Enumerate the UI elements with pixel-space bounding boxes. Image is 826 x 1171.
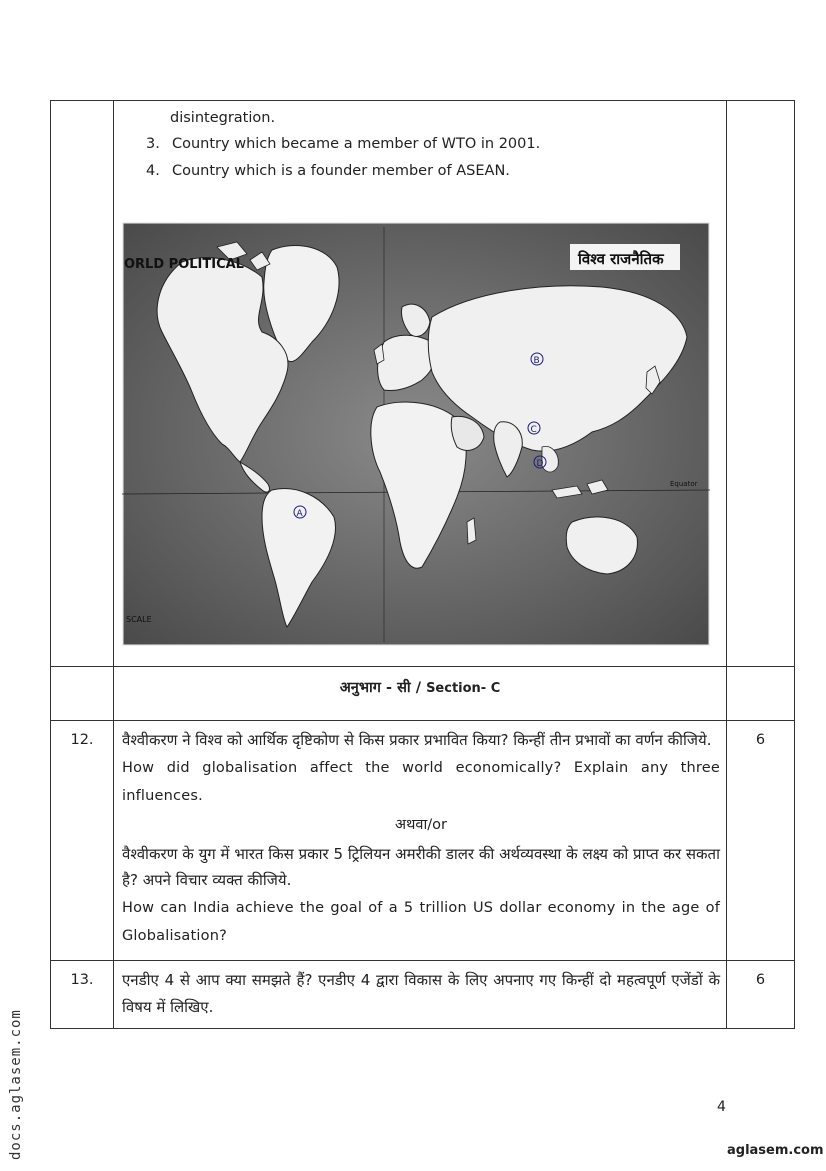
footer-brand: aglasem.com — [727, 1143, 824, 1158]
q12-number: 12. — [51, 720, 114, 960]
q12-hindi-question-1: वैश्वीकरण ने विश्व को आर्थिक दृष्टिकोण से किस प्रकार प्रभावित किया? किन्हीं तीन प्रभावों का वर्णन कीजिये. — [122, 730, 712, 749]
q11-item-3-text: Country which became a member of WTO in 2001. — [172, 136, 541, 153]
section-heading — [114, 667, 727, 720]
q11-marks-cell — [727, 101, 795, 667]
map-equator-label: Equator — [670, 480, 698, 489]
q12-marks: 6 — [727, 720, 795, 960]
q13-hindi-question: एनडीए 4 से आप क्या समझते हैं? एनडीए 4 द्वारा विकास के लिए अपनाए गए किन्हीं दो महत्वपूर्ण एजेंडों के विषय में लिखिए. — [122, 971, 720, 1016]
q12-english-question-2: How can India achieve the goal of a 5 trillion US dollar economy in the age of Globalisation? — [122, 900, 720, 944]
map-title-english: ORLD POLITICAL — [124, 257, 244, 273]
q11-number-cell — [51, 101, 114, 667]
page-number: 4 — [717, 1099, 726, 1115]
map-label-a: A — [296, 509, 303, 520]
q11-content-cell — [114, 101, 727, 667]
section-blank-left — [51, 667, 114, 720]
map-label-c: C — [530, 425, 537, 436]
side-watermark: docs.aglasem.com — [8, 1009, 24, 1160]
q13-number: 13. — [51, 961, 114, 1029]
section-blank-right — [727, 667, 795, 720]
q13-row — [51, 961, 795, 1029]
map-title-hindi: विश्व राजनैतिक — [578, 250, 664, 269]
q12-row — [51, 720, 795, 960]
q11-item-4-text: Country which is a founder member of ASEAN. — [172, 162, 510, 179]
section-heading-english: Section- C — [426, 681, 501, 697]
q12-content — [114, 720, 727, 960]
q12-hindi-question-2: वैश्वीकरण के युग में भारत किस प्रकार 5 ट्रिलियन अमरीकी डालर की अर्थव्यवस्था के लक्ष्य को प्राप्त कर सकता है? अपने विचार व्यक्त कीजिये. — [122, 844, 720, 889]
q11-item-4 — [122, 160, 720, 182]
section-row — [51, 667, 795, 720]
section-heading-separator: / — [415, 680, 421, 697]
q11-continued-text: disintegration. — [170, 110, 276, 126]
world-political-map — [122, 222, 710, 646]
q13-marks: 6 — [727, 961, 795, 1029]
q12-english-question-1: How did globalisation affect the world economically? Explain any three influences. — [122, 760, 720, 804]
q11-row — [51, 101, 795, 667]
q11-item-4-number: 4. — [146, 162, 160, 179]
q13-content — [114, 961, 727, 1029]
map-scale-label: SCALE — [126, 615, 152, 625]
q12-or-separator: अथवा/or — [395, 817, 447, 834]
map-label-b: B — [533, 356, 540, 367]
q11-item-3 — [122, 133, 720, 155]
map-label-d: D — [536, 459, 544, 470]
section-heading-hindi: अनुभाग - सी — [339, 680, 411, 697]
q11-item-3-number: 3. — [146, 136, 160, 153]
question-table — [50, 100, 795, 1029]
